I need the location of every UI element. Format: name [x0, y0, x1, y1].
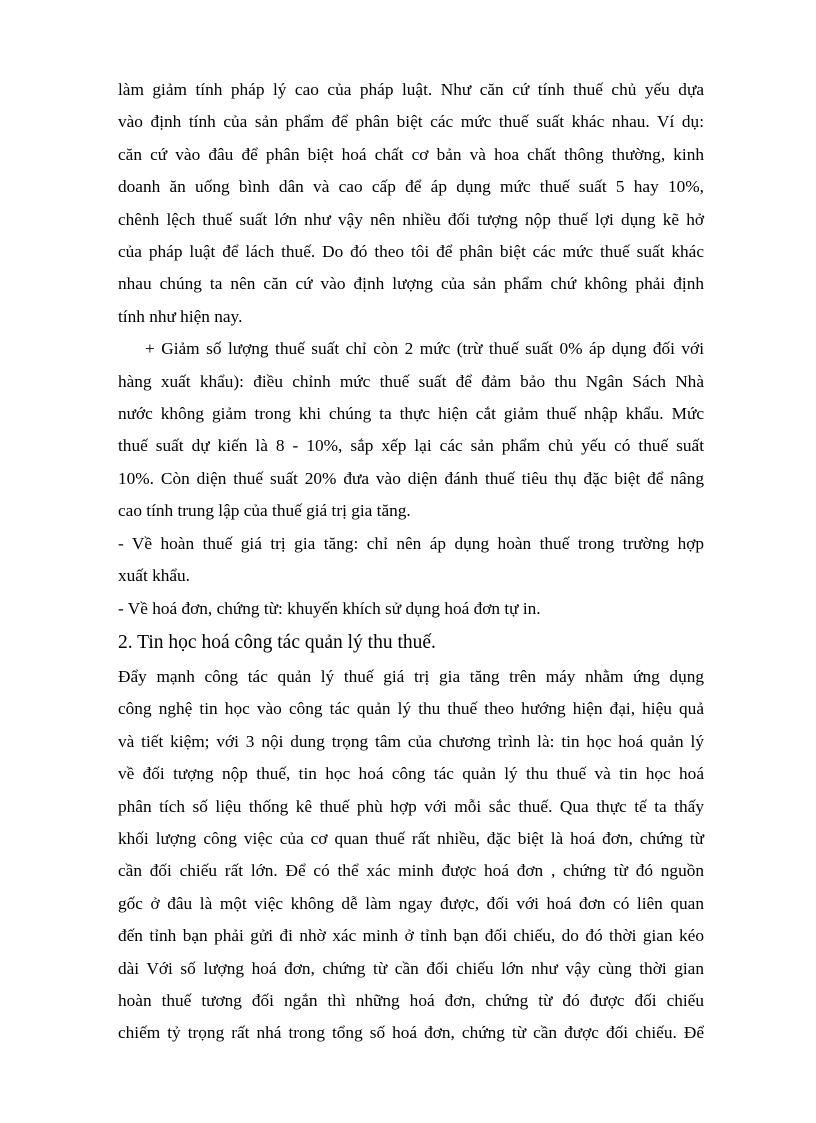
text-line: căn cứ vào đâu để phân biệt hoá chất cơ bản và hoa chất thông thường, kinh [118, 144, 704, 164]
text-line: + Giảm số lượng thuế suất chỉ còn 2 mức (trừ thuế suất 0% áp dụng đối với [145, 339, 704, 359]
text-line: dài Với số lượng hoá đơn, chứng từ cần đối chiếu lớn như vậy cùng thời gian [118, 958, 704, 978]
text-line: hoàn thuế tương đối ngắn thì những hoá đơn, chứng từ đó được đối chiếu [118, 990, 704, 1010]
text-line: chiếm tỷ trọng rất nhá trong tổng số hoá đơn, chứng từ cần được đối chiếu. Để [118, 1023, 704, 1043]
text-line: chênh lệch thuế suất lớn như vậy nên nhiều đối tượng nộp thuế lợi dụng kẽ hở [118, 209, 704, 229]
paragraph-it-tax-management [118, 661, 704, 1050]
document-page [118, 74, 704, 1050]
text-line: và tiết kiệm; với 3 nội dung trọng tâm của chương trình là: tin học hoá quản lý [118, 731, 704, 751]
paragraph-invoices [118, 593, 704, 625]
section-heading: 2. Tin học hoá công tác quản lý thu thuế. [118, 631, 436, 653]
text-line: doanh ăn uống bình dân và cao cấp để áp dụng mức thuế suất 5 hay 10%, [118, 177, 704, 197]
text-line: công nghệ tin học vào công tác quản lý thu thuế theo hướng hiện đại, hiệu quả [118, 699, 704, 719]
text-line: vào định tính của sản phẩm để phân biệt các mức thuế suất khác nhau. Ví dụ: [118, 112, 704, 132]
text-line: khối lượng công việc của cơ quan thuế rất nhiều, đặc biệt là hoá đơn, chứng từ [118, 828, 704, 848]
text-line: của pháp luật để lách thuế. Do đó theo tôi để phân biệt các mức thuế suất khác [118, 242, 704, 262]
paragraph-reduce-tax-rates [118, 333, 704, 527]
text-line: về đối tượng nộp thuế, tin học hoá công tác quản lý thu thuế và tin học hoá [118, 764, 704, 784]
text-line: - Về hoá đơn, chứng từ: khuyến khích sử dụng hoá đơn tự in. [118, 598, 541, 618]
text-line: - Về hoàn thuế giá trị gia tăng: chỉ nên áp dụng hoàn thuế trong trường hợp [118, 533, 704, 553]
text-line: tính như hiện nay. [118, 306, 243, 326]
text-line: nước không giảm trong khi chúng ta thực hiện cắt giảm thuế nhập khẩu. Mức [118, 404, 704, 424]
text-line: xuất khẩu. [118, 566, 190, 586]
text-line: 10%. Còn diện thuế suất 20% đưa vào diện đánh thuế tiêu thụ đặc biệt để nâng [118, 468, 704, 488]
text-line: Đẩy mạnh công tác quản lý thuế giá trị gia tăng trên máy nhằm ứng dụng [118, 666, 704, 686]
text-line: gốc ở đâu là một việc không dễ làm ngay được, đối với hoá đơn có liên quan [118, 893, 704, 913]
text-line: hàng xuất khẩu): điều chỉnh mức thuế suất để đảm bảo thu Ngân Sách Nhà [118, 371, 704, 391]
text-line: phân tích số liệu thống kê thuế phù hợp với mỗi sắc thuế. Qua thực tế ta thấy [118, 796, 704, 816]
text-line: cần đối chiếu rất lớn. Để có thể xác minh được hoá đơn , chứng từ đó nguồn [118, 861, 704, 881]
text-line: làm giảm tính pháp lý cao của pháp luật. Như căn cứ tính thuế chủ yếu dựa [118, 80, 704, 99]
text-line: thuế suất dự kiến là 8 - 10%, sắp xếp lại các sản phẩm chủ yếu có thuế suất [118, 436, 704, 456]
paragraph-vat-refund [118, 528, 704, 593]
text-line: đến tỉnh bạn phải gửi đi nhờ xác minh ở tỉnh bạn đối chiếu, do đó thời gian kéo [118, 926, 704, 946]
paragraph-tax-rate-criteria [118, 74, 704, 333]
text-line: cao tính trung lập của thuế giá trị gia tăng. [118, 501, 411, 521]
text-line: nhau chúng ta nên căn cứ vào định lượng của sản phẩm chứ không phải định [118, 274, 704, 294]
